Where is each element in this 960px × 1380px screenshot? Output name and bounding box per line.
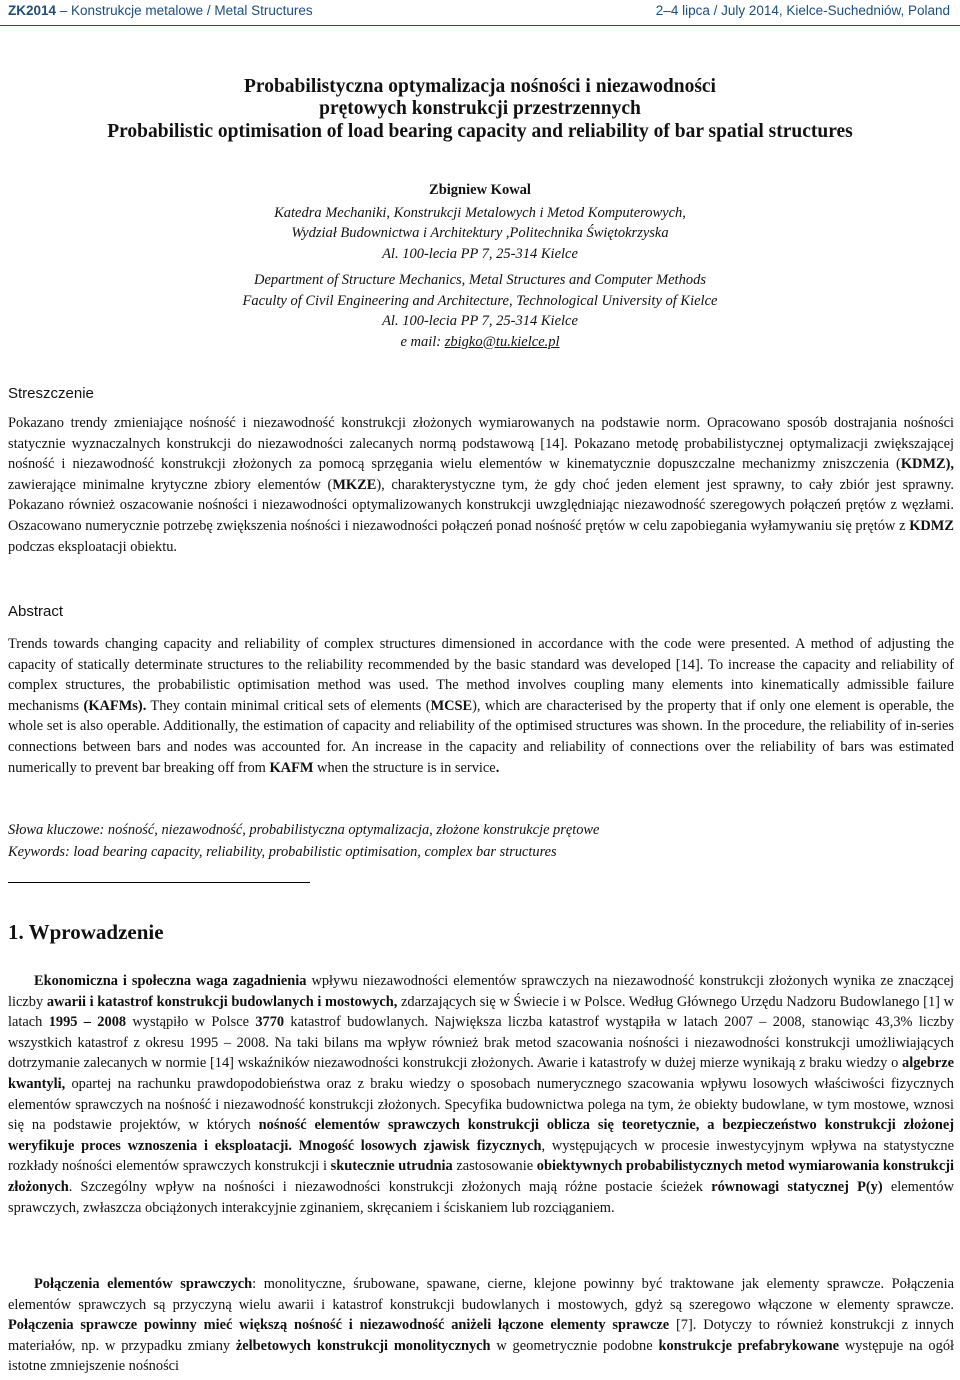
section-heading: 1. Wprowadzenie [8,920,164,944]
streszczenie-paragraph: Pokazano trendy zmieniające nośność i niezawodność konstrukcji złożonych wymiarowanych na podstawie norm. Opracowano sposób dostrajania nośności statycznie wyznaczalnych konstrukcji do niezawodności zalecanych normą podstawową [14]. Pokazano metodę probabilistycznej optymalizacji zwiększającej nośność i niezawodność konstrukcji złożonych za pomocą sprzęgania wielu elementów w kinematycznie dopuszczalne mechanizmy zniszczenia (KDMZ), zawierające minimalne krytyczne zbiory elementów (MKZE), charakterystyczne tym, że gdy choć jeden element jest sprawny, to cały zbiór jest sprawny. Pokazano również oszacowanie nośności i niezawodności optymalizowanych konstrukcji uwzględniając niezawodność szeregowych połączeń prętów z węzłami. Oszacowano numerycznie potrzebę zwiększenia nośności i niezawodności połączeń ponad nośność prętów w celu zapobiegania wyłamywaniu się prętów z KDMZ podczas eksploatacji obiektu. [8,415,954,555]
section-separator [8,882,310,883]
header-dates-place: 2–4 lipca / July 2014, Kielce-Suchedniów, Poland [655,3,950,18]
affiliation-pl-1: Katedra Mechaniki, Konstrukcji Metalowych i Metod Komputerowych, [274,204,686,221]
email-label: e mail: [400,333,445,350]
header-dash: – [56,3,72,18]
paper-title [0,76,960,144]
title-pl-line2: prętowych konstrukcji przestrzennych [319,98,641,119]
running-header [0,0,960,26]
conference-code: ZK2014 [8,3,57,18]
streszczenie-label: Streszczenie [8,385,94,402]
affiliation-en-2: Faculty of Civil Engineering and Architecture, Technological University of Kielce [242,292,718,309]
title-pl-line1: Probabilistyczna optymalizacja nośności i niezawodności [244,76,716,97]
keywords-pl: Słowa kluczowe: nośność, niezawodność, probabilistyczna optymalizacja, złożone konstrukcje prętowe [8,822,600,838]
address-pl: Al. 100-lecia PP 7, 25-314 Kielce [382,245,578,262]
conference-name: Konstrukcje metalowe / Metal Structures [71,3,313,18]
abstract-label: Abstract [8,603,64,620]
intro-paragraph-2: Połączenia elementów sprawczych: monolityczne, śrubowane, spawane, cierne, klejone powinny być traktowane jak elementy sprawcze. Połączenia elementów sprawczych są przyczyną wielu awarii i katastrof konstrukcji budowlanych i mostowych, gdyż są szeregowo włączone w elementy sprawcze. Połączenia sprawcze powinny mieć większą nośność i niezawodność aniżeli łączone elementy sprawcze [7]. Dotyczy to również konstrukcji z innych materiałów, np. w przypadku zmiany żelbetowych konstrukcji monolitycznych w geometrycznie podobne konstrukcje prefabrykowane występuje na ogół istotne zmniejszenie nośności [8,1276,955,1375]
keywords-en: Keywords: load bearing capacity, reliability, probabilistic optimisation, complex bar structures [8,844,557,860]
affiliation-en-1: Department of Structure Mechanics, Metal Structures and Computer Methods [254,272,706,288]
intro-paragraph-1: Ekonomiczna i społeczna waga zagadnienia wpływu niezawodności elementów sprawczych na niezawodność konstrukcji złożonych wynika ze znaczącej liczby awarii i katastrof konstrukcji budowlanych i mostowych, zdarzających się w Świecie i w Polsce. Według Głównego Urzędu Nadzoru Budowlanego [1] w latach 1995 – 2008 wystąpiło w Polsce 3770 katastrof budowlanych. Największa liczba katastrof wystąpiła w latach 2007 – 2008, stanowiąc 43,3% liczby wszystkich katastrof z okresu 1995 – 2008. Na taki bilans ma wpływ również brak metod szacowania nośności i niezawodności konstrukcji umożliwiających dotrzymanie zalecanych w normie [14] wskaźników niezawodności konstrukcji złożonych. Awarie i katastrofy w dużej mierze wynikają z braku wiedzy o algebrze kwantyli, opartej na rachunku prawdopodobieństwa oraz z braku wiedzy o sposobach numerycznego szacowania wpływu losowych właściwości fizycznych elementów sprawczych na nośność i niezawodność konstrukcji złożonych. Specyfika budownictwa polega na tym, że obiekty budowlane, w tym mostowe, wznosi się na podstawie projektów, w których nośność elementów sprawczych konstrukcji oblicza się teoretycznie, a bezpieczeństwo konstrukcji złożonej weryfikuje proces wznoszenia i eksploatacji. Mnogość losowych zjawisk fizycznych, występujących w procesie inwestycyjnym wpływa na statystyczne rozkłady nośności elementów sprawczych konstrukcji i skutecznie utrudnia zastosowanie obiektywnych probabilistycznych metod wymiarowania konstrukcji złożonych. Szczególny wpływ na nośności i niezawodności konstrukcji złożonych mają różne postacie ścieżek równowagi statycznej P(y) elementów sprawczych, zwłaszcza obciążonych interakcyjnie zginaniem, skręcaniem i ściskaniem lub rozciąganiem. [8,973,955,1216]
author-name: Zbigniew Kowal [429,182,531,198]
abstract-paragraph: Trends towards changing capacity and reliability of complex structures dimensioned in accordance with the code were presented. A method of adjusting the capacity of statically determinate structures to the reliability recommended by the basic standard was developed [14]. To increase the capacity and reliability of complex structures, the probabilistic optimisation method was used. The method involves coupling many elements into kinematically admissible failure mechanisms (KAFMs). They contain minimal critical sets of elements (MCSE), which are characterised by the property that if only one element is operable, the whole set is also operable. Additionally, the estimation of capacity and reliability of the optimised structures was shown. In the procedure, the reliability of in-series connections between bars and nodes was accounted for. An increase in the capacity and reliability of connections over the reliability of bars was estimated numerically to prevent bar breaking off from KAFM when the structure is in service. [8,636,955,776]
author-block [0,180,960,352]
address-en: Al. 100-lecia PP 7, 25-314 Kielce [382,313,578,329]
title-en: Probabilistic optimisation of load bearing capacity and reliability of bar spatial structures [107,121,853,142]
header-conference [8,3,313,18]
affiliation-pl-2: Wydział Budownictwa i Architektury ,Politechnika Świętokrzyska [291,225,669,241]
email-line [0,332,960,353]
email-link[interactable]: zbigko@tu.kielce.pl [444,333,560,350]
